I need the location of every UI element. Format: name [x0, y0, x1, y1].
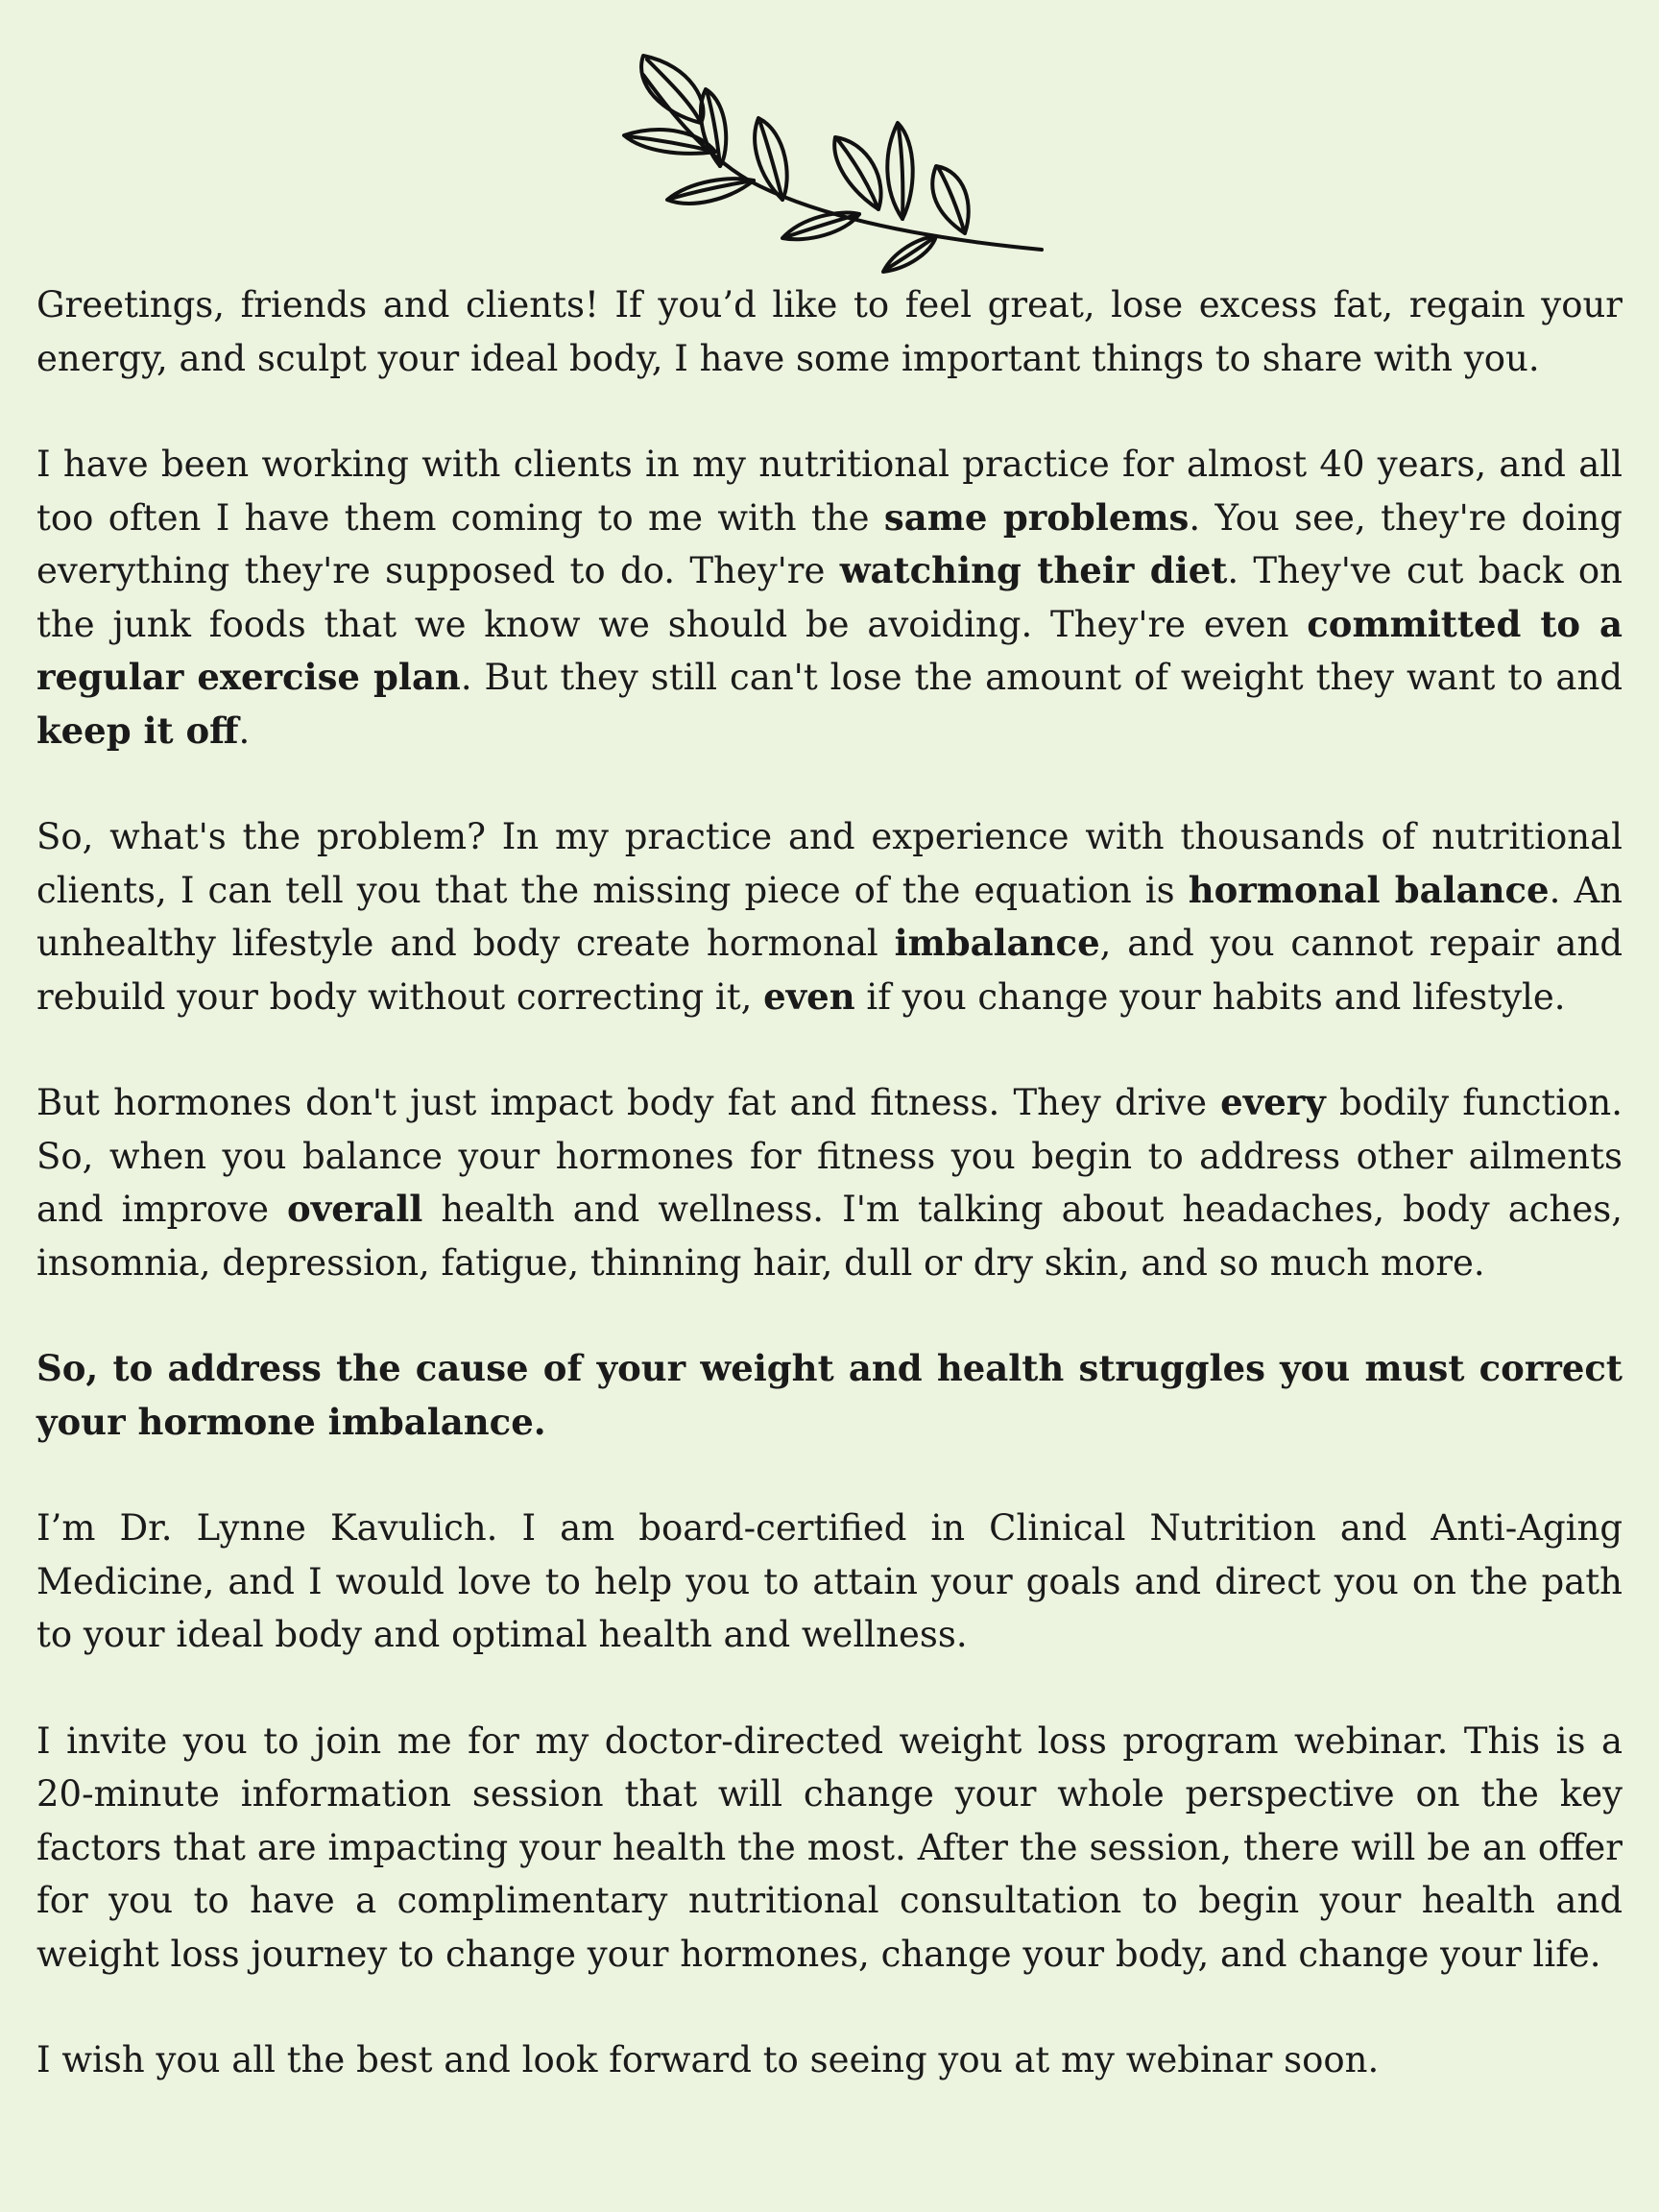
- paragraph-4: [36, 1076, 1623, 1289]
- bold-text: imbalance: [894, 922, 1100, 964]
- text-run: health and wellness. I'm talking about headaches, body aches, insomnia, depression, fatigue, thinning hair, dull or dry skin, and so much more.: [36, 1189, 1623, 1284]
- text-run: I have been working with clients in my nutritional practice for almost 40 years, and all too often I have them coming to me with the: [36, 444, 1623, 539]
- letter-body: [36, 278, 1623, 2140]
- bold-text: every: [1220, 1081, 1326, 1123]
- bold-text: overall: [287, 1188, 423, 1230]
- text-run: , and you cannot repair and rebuild your body without correcting it,: [36, 923, 1623, 1018]
- paragraph-6: [36, 1502, 1623, 1662]
- bold-text: committed to a regular exercise plan: [36, 602, 1623, 698]
- paragraph-1: [36, 278, 1623, 385]
- leaf-sprig-icon: [605, 46, 1056, 286]
- text-run: So, what's the problem? In my practice and experience with thousands of nutritional clients, I can tell you that the missing piece of the equation is: [36, 816, 1623, 911]
- text-run: .: [238, 709, 251, 752]
- bold-text: watching their diet: [839, 549, 1228, 591]
- paragraph-5: [36, 1342, 1623, 1449]
- text-run: if you change your habits and lifestyle.: [854, 975, 1566, 1018]
- paragraph-8: [36, 2033, 1623, 2087]
- text-run: . They've cut back on the junk foods that we know we should be avoiding. They're even: [36, 550, 1623, 645]
- bold-text: So, to address the cause of your weight and health struggles you must correct your hormone imbalance.: [36, 1347, 1623, 1443]
- text-run: I wish you all the best and look forward to seeing you at my webinar soon.: [36, 2039, 1380, 2080]
- text-run: bodily function. So, when you balance your hormones for fitness you begin to address other ailments and improve: [36, 1082, 1623, 1230]
- paragraph-3: [36, 810, 1623, 1023]
- text-run: . An unhealthy lifestyle and body create hormonal: [36, 869, 1623, 964]
- paragraph-7: [36, 1715, 1623, 1982]
- text-run: . But they still can't lose the amount of weight they want to and: [460, 657, 1623, 698]
- bold-text: same problems: [883, 495, 1190, 539]
- text-run: Greetings, friends and clients! If you’d like to feel great, lose excess fat, regain your energy, and sculpt your ideal body, I have some important things to share with you.: [36, 284, 1623, 379]
- text-run: I invite you to join me for my doctor-directed weight loss program webinar. This is a 20-minute information session that will change your whole perspective on the key factors that are impacting your health the most. After the session, there will be an offer for you to have a complimentary nutritional consultation to begin your health and weight loss journey to change your hormones, change your body, and change your life.: [36, 1719, 1623, 1975]
- bold-text: even: [763, 974, 855, 1018]
- text-run: But hormones don't just impact body fat and fitness. They drive: [36, 1082, 1221, 1123]
- paragraph-2: [36, 438, 1623, 757]
- text-run: I’m Dr. Lynne Kavulich. I am board-certified in Clinical Nutrition and Anti-Aging Medicine, and I would love to help you to attain your goals and direct you on the path to your ideal body and optimal health and wellness.: [36, 1507, 1623, 1655]
- bold-text: hormonal balance: [1188, 868, 1550, 911]
- text-run: . You see, they're doing everything they're supposed to do. They're: [36, 496, 1623, 591]
- bold-text: keep it off: [36, 709, 239, 752]
